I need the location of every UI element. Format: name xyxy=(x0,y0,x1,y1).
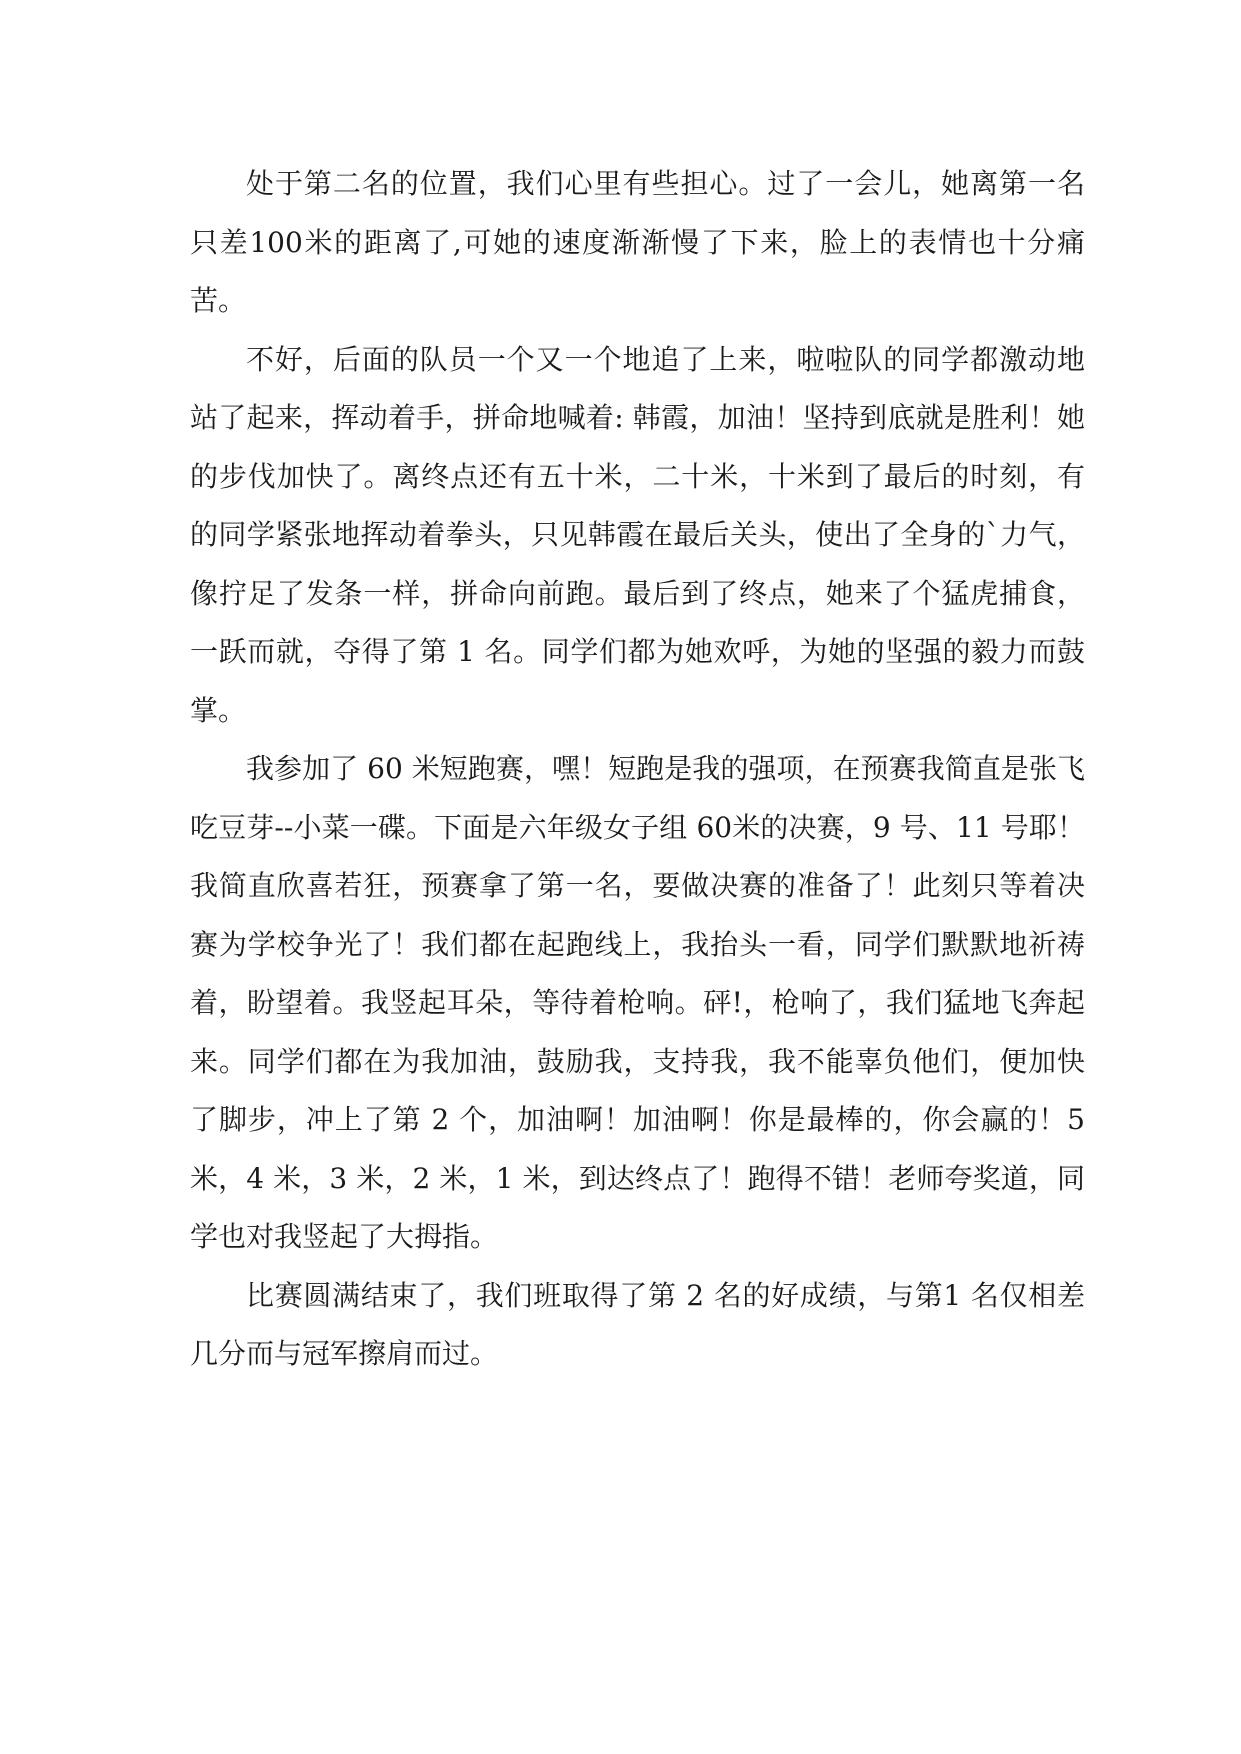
paragraph-4: 比赛圆满结束了，我们班取得了第 2 名的好成绩，与第1 名仅相差几分而与冠军擦肩而过。 xyxy=(190,1278,1085,1370)
paragraph-2: 不好，后面的队员一个又一个地追了上来，啦啦队的同学都激动地站了起来，挥动着手，拼命地喊着: 韩霞，加油！坚持到底就是胜利！她的步伐加快了。离终点还有五十米，二十米，十米到了最后的时刻，有的同学紧张地挥动着拳头，只见韩霞在最后关头，使出了全身的`力气，像拧足了发条一样，拼命向前跑。最后到了终点，她来了个猛虎捕食，一跃而就，夺得了第 1 名。同学们都为她欢呼，为她的坚强的毅力而鼓掌。 xyxy=(190,342,1085,727)
paragraph-3: 我参加了 60 米短跑赛，嘿！短跑是我的强项，在预赛我简直是张飞吃豆芽--小菜一碟。下面是六年级女子组 60米的决赛，9 号、11 号耶！我简直欣喜若狂，预赛拿了第一名，要做决赛的准备了！此刻只等着决赛为学校争光了！我们都在起跑线上，我抬头一看，同学们默默地祈祷着，盼望着。我竖起耳朵，等待着枪响。砰!，枪响了，我们猛地飞奔起来。同学们都在为我加油，鼓励我，支持我，我不能辜负他们，便加快了脚步，冲上了第 2 个，加油啊！加油啊！你是最棒的，你会赢的！5 米，4 米，3 米，2 米，1 米，到达终点了！跑得不错！老师夸奖道，同学也对我竖起了大拇指。 xyxy=(190,752,1085,1253)
paragraph-1: 处于第二名的位置，我们心里有些担心。过了一会儿，她离第一名只差100米的距离了,可她的速度渐渐慢了下来，脸上的表情也十分痛苦。 xyxy=(190,167,1085,317)
document-body xyxy=(190,155,1085,1384)
